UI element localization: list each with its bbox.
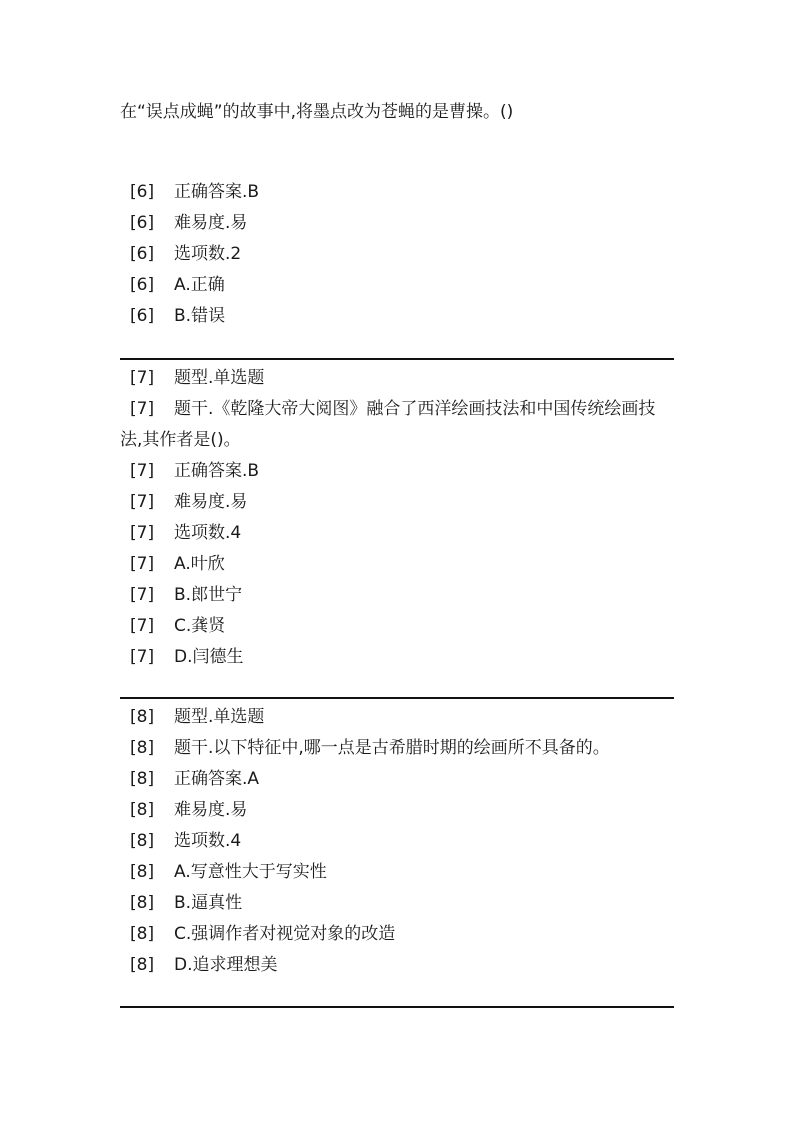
q8-answer: 正确答案.A xyxy=(174,769,260,789)
q8-option-d-row xyxy=(120,950,680,981)
q6-answer: 正确答案.B xyxy=(174,182,260,202)
q6-option-b-row xyxy=(120,301,680,332)
q8-option-count-row xyxy=(120,826,680,857)
divider-rule xyxy=(120,358,674,360)
q7-option-a-row xyxy=(120,549,680,580)
q6-tag: [6] xyxy=(130,213,155,233)
q7-tag: [7] xyxy=(130,461,155,481)
q8-tag: [8] xyxy=(130,955,155,975)
q7-stem: 题干.《乾隆大帝大阅图》融合了西洋绘画技法和中国传统绘画技法,其作者是()。 xyxy=(120,399,656,450)
q6-difficulty: 难易度.易 xyxy=(174,213,248,233)
q7-tag: [7] xyxy=(130,523,155,543)
q8-tag: [8] xyxy=(130,831,155,851)
q8-type-row xyxy=(120,702,680,733)
q7-option-count: 选项数.4 xyxy=(174,523,242,543)
q7-answer-row xyxy=(120,456,680,487)
q8-option-a-row xyxy=(120,857,680,888)
q8-tag: [8] xyxy=(130,707,155,727)
question-6-block xyxy=(120,177,680,332)
question-7-block xyxy=(120,363,680,673)
q7-tag: [7] xyxy=(130,585,155,605)
q7-tag: [7] xyxy=(130,492,155,512)
q8-option-d: D.追求理想美 xyxy=(174,955,278,975)
q6-answer-row xyxy=(120,177,680,208)
q6-tag: [6] xyxy=(130,306,155,326)
q8-tag: [8] xyxy=(130,800,155,820)
q7-answer: 正确答案.B xyxy=(174,461,260,481)
q6-option-b: B.错误 xyxy=(174,306,226,326)
q7-tag: [7] xyxy=(130,554,155,574)
q6-difficulty-row xyxy=(120,208,680,239)
q8-type: 题型.单选题 xyxy=(174,707,265,727)
q6-option-count-row xyxy=(120,239,680,270)
q8-option-b: B.逼真性 xyxy=(174,893,243,913)
q8-tag: [8] xyxy=(130,769,155,789)
q7-tag: [7] xyxy=(130,616,155,636)
q7-stem-row xyxy=(120,394,680,456)
q8-stem-row xyxy=(120,733,680,764)
q7-option-b-row xyxy=(120,580,680,611)
divider-rule xyxy=(120,1006,674,1008)
q7-option-d: D.闫德生 xyxy=(174,647,244,667)
q8-option-b-row xyxy=(120,888,680,919)
q7-type: 题型.单选题 xyxy=(174,368,265,388)
q8-option-a: A.写意性大于写实性 xyxy=(174,862,327,882)
question-8-block xyxy=(120,702,680,981)
q7-tag: [7] xyxy=(130,368,155,388)
q8-tag: [8] xyxy=(130,924,155,944)
q7-option-c: C.龚贤 xyxy=(174,616,226,636)
q6-tag: [6] xyxy=(130,244,155,264)
q6-tag: [6] xyxy=(130,182,155,202)
q7-option-d-row xyxy=(120,642,680,673)
q8-option-c-row xyxy=(120,919,680,950)
q8-difficulty-row xyxy=(120,795,680,826)
question-intro-text: 在“误点成蝇”的故事中,将墨点改为苍蝇的是曹操。() xyxy=(120,102,514,122)
q7-tag: [7] xyxy=(130,647,155,667)
q7-option-b: B.郎世宁 xyxy=(174,585,243,605)
q7-option-count-row xyxy=(120,518,680,549)
q8-tag: [8] xyxy=(130,862,155,882)
q6-option-a-row xyxy=(120,270,680,301)
q8-tag: [8] xyxy=(130,738,155,758)
q6-option-a: A.正确 xyxy=(174,275,225,295)
q6-tag: [6] xyxy=(130,275,155,295)
q7-option-a: A.叶欣 xyxy=(174,554,225,574)
q8-option-count: 选项数.4 xyxy=(174,831,242,851)
q6-option-count: 选项数.2 xyxy=(174,244,242,264)
divider-rule xyxy=(120,697,674,699)
q8-option-c: C.强调作者对视觉对象的改造 xyxy=(174,924,396,944)
q7-option-c-row xyxy=(120,611,680,642)
q8-difficulty: 难易度.易 xyxy=(174,800,248,820)
q7-difficulty: 难易度.易 xyxy=(174,492,248,512)
q8-tag: [8] xyxy=(130,893,155,913)
q8-stem: 题干.以下特征中,哪一点是古希腊时期的绘画所不具备的。 xyxy=(174,738,610,758)
q7-tag: [7] xyxy=(130,399,155,419)
q7-type-row xyxy=(120,363,680,394)
q7-difficulty-row xyxy=(120,487,680,518)
q8-answer-row xyxy=(120,764,680,795)
